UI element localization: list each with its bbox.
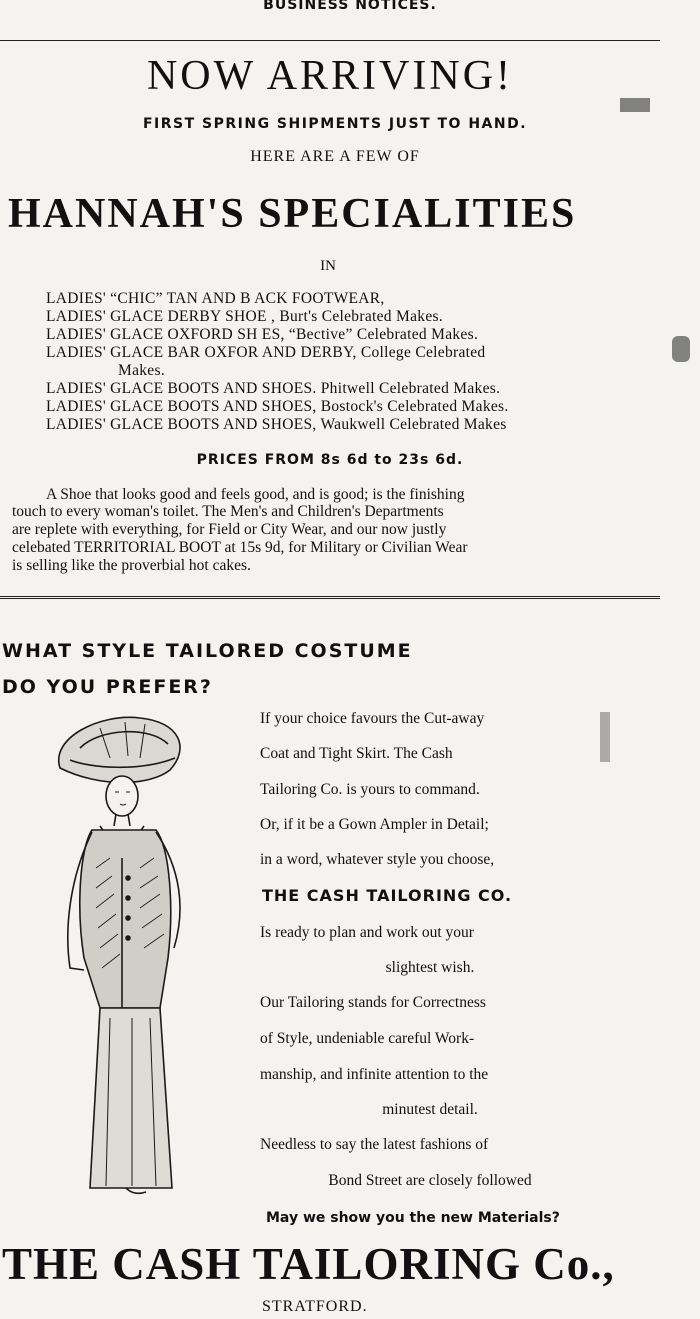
copy-line-2: Coat and Tight Skirt. The Cash — [260, 745, 453, 762]
footwear-line-2: LADIES' GLACE DERBY SHOE , Burt's Celebrated Makes. — [46, 308, 444, 325]
lady-costume-illustration — [40, 708, 220, 1208]
footwear-line-7: LADIES' GLACE BOOTS AND SHOES, Waukwell Celebrated Makes — [46, 416, 507, 433]
copy-line-14: Bond Street are closely followed — [328, 1172, 532, 1189]
print-smudge — [620, 98, 650, 112]
footwear-line-5: LADIES' GLACE BOOTS AND SHOES. Phitwell Celebrated Makes. — [46, 380, 501, 397]
top-divider — [0, 40, 660, 41]
in-word: IN — [320, 258, 336, 274]
copy-line-13: Needless to say the latest fashions of — [260, 1136, 489, 1153]
company-location: STRATFORD. — [262, 1298, 368, 1315]
print-smudge — [600, 712, 610, 762]
paragraph-line-1: A Shoe that looks good and feels good, and is good; is the finishing — [46, 486, 465, 503]
paragraph-line-3: are replete with everything, for Field or City Wear, and our now justly — [12, 521, 447, 538]
section-divider — [0, 596, 660, 599]
style-question-line-1: WHAT STYLE TAILORED COSTUME — [2, 640, 413, 662]
section-title: BUSINESS NOTICES. — [263, 0, 437, 13]
footwear-line-3: LADIES' GLACE OXFORD SH ES, “Bective” Celebrated Makes. — [46, 326, 479, 343]
copy-line-1: If your choice favours the Cut-away — [260, 710, 485, 727]
intro-line: HERE ARE A FEW OF — [250, 148, 420, 165]
copy-line-4: Or, if it be a Gown Ampler in Detail; — [260, 816, 489, 833]
prices-line: PRICES FROM 8s 6d to 23s 6d. — [196, 452, 464, 468]
copy-line-3: Tailoring Co. is yours to command. — [260, 781, 480, 798]
footwear-line-4-cont: Makes. — [118, 362, 165, 379]
footwear-line-1: LADIES' “CHIC” TAN AND B ACK FOOTWEAR, — [46, 290, 385, 307]
copy-line-12: minutest detail. — [382, 1101, 478, 1118]
copy-line-9: Our Tailoring stands for Correctness — [260, 994, 486, 1011]
copy-line-5: in a word, whatever style you choose, — [260, 851, 495, 868]
headline: NOW ARRIVING! — [146, 53, 514, 99]
copy-line-15: May we show you the new Materials? — [266, 1210, 560, 1226]
copy-line-11: manship, and infinite attention to the — [260, 1066, 489, 1083]
copy-line-8: slightest wish. — [385, 959, 475, 976]
paragraph-line-2: touch to every woman's toilet. The Men's and Children's Departments — [12, 503, 444, 520]
style-question-line-2: DO YOU PREFER? — [2, 676, 213, 698]
subline: FIRST SPRING SHIPMENTS JUST TO HAND. — [142, 116, 528, 132]
copy-line-7: Is ready to plan and work out your — [260, 924, 474, 941]
footwear-line-4: LADIES' GLACE BAR OXFOR AND DERBY, College Celebrated — [46, 344, 486, 361]
footwear-line-6: LADIES' GLACE BOOTS AND SHOES, Bostock's Celebrated Makes. — [46, 398, 509, 415]
print-smudge — [672, 336, 690, 362]
brand-title: HANNAH'S SPECIALITIES — [8, 191, 577, 237]
copy-line-10: of Style, undeniable careful Work- — [260, 1030, 475, 1047]
paragraph-line-4: celebated TERRITORIAL BOOT at 15s 9d, for Military or Civilian Wear — [12, 539, 468, 556]
copy-company-line: THE CASH TAILORING CO. — [262, 886, 513, 905]
paragraph-line-5: is selling like the proverbial hot cakes. — [12, 557, 251, 574]
company-name: THE CASH TAILORING Co., — [2, 1239, 615, 1289]
